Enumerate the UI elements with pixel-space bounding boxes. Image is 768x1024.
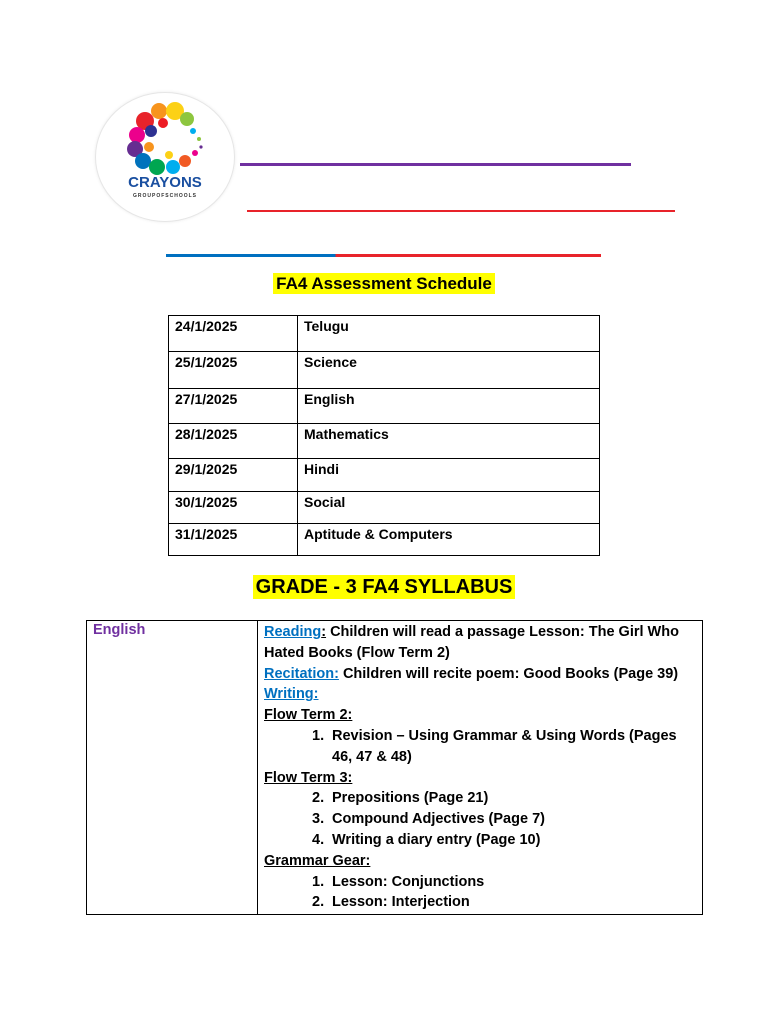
schedule-subject: Telugu xyxy=(298,316,600,352)
syllabus-title: GRADE - 3 FA4 SYLLABUS xyxy=(0,576,768,599)
recitation-line xyxy=(264,664,696,685)
table-row xyxy=(169,492,600,524)
table-row xyxy=(169,424,600,459)
flow-term-2-line xyxy=(264,705,696,726)
table-row xyxy=(169,389,600,424)
schedule-subject: English xyxy=(298,389,600,424)
schedule-subject: Mathematics xyxy=(298,424,600,459)
schedule-table xyxy=(168,315,600,556)
grammar-gear-list xyxy=(264,872,696,914)
flow-term-2-list xyxy=(264,726,696,768)
logo-name: CRAYONS xyxy=(128,174,202,191)
list-item: 2. Lesson: Interjection xyxy=(312,894,470,911)
list-item: 1. Lesson: Conjunctions xyxy=(312,873,485,890)
schedule-date: 24/1/2025 xyxy=(169,316,298,352)
reading-line xyxy=(264,622,696,664)
red-divider xyxy=(247,210,675,212)
table-row xyxy=(169,352,600,389)
list-item: 3. Compound Adjectives (Page 7) xyxy=(312,811,545,828)
schedule-date: 29/1/2025 xyxy=(169,459,298,492)
schedule-subject: Science xyxy=(298,352,600,389)
blue-red-divider xyxy=(166,254,601,257)
schedule-date: 25/1/2025 xyxy=(169,352,298,389)
purple-divider xyxy=(240,163,631,166)
reading-colon: : xyxy=(321,624,327,640)
school-logo xyxy=(95,92,235,222)
grammar-gear-line xyxy=(264,851,696,872)
writing-label: Writing: xyxy=(264,686,319,703)
list-item: 4. Writing a diary entry (Page 10) xyxy=(312,831,541,848)
table-row xyxy=(87,621,703,915)
table-row xyxy=(169,459,600,492)
flow-term-3-label: Flow Term 3: xyxy=(264,769,353,786)
schedule-subject: Aptitude & Computers xyxy=(298,524,600,556)
logo-subtitle: GROUPOFSCHOOLS xyxy=(132,193,197,199)
list-item: 1. Revision – Using Grammar & Using Words (Pages 46, 47 & 48) xyxy=(312,727,677,765)
flow-term-2-label: Flow Term 2: xyxy=(264,707,353,724)
crayons-c-logo-icon xyxy=(96,93,234,221)
reading-text: Children will read a passage Lesson: The Girl Who Hated Books (Flow Term 2) xyxy=(264,624,679,661)
schedule-subject: Hindi xyxy=(298,459,600,492)
table-row xyxy=(169,316,600,352)
grammar-gear-label: Grammar Gear: xyxy=(264,852,371,869)
schedule-date: 31/1/2025 xyxy=(169,524,298,556)
writing-line xyxy=(264,684,696,705)
syllabus-table xyxy=(86,620,703,915)
recitation-text: Children will recite poem: Good Books (Page 39) xyxy=(338,665,679,682)
flow-term-3-line xyxy=(264,768,696,789)
schedule-subject: Social xyxy=(298,492,600,524)
list-item: 2. Prepositions (Page 21) xyxy=(312,790,489,807)
schedule-date: 30/1/2025 xyxy=(169,492,298,524)
schedule-title: FA4 Assessment Schedule xyxy=(0,274,768,294)
schedule-date: 27/1/2025 xyxy=(169,389,298,424)
recitation-label: Recitation: xyxy=(264,665,339,682)
schedule-date: 28/1/2025 xyxy=(169,424,298,459)
flow-term-3-list xyxy=(264,788,696,850)
table-row xyxy=(169,524,600,556)
reading-label: Reading xyxy=(264,624,322,640)
syllabus-content xyxy=(258,621,703,915)
syllabus-subject: English xyxy=(87,621,258,915)
